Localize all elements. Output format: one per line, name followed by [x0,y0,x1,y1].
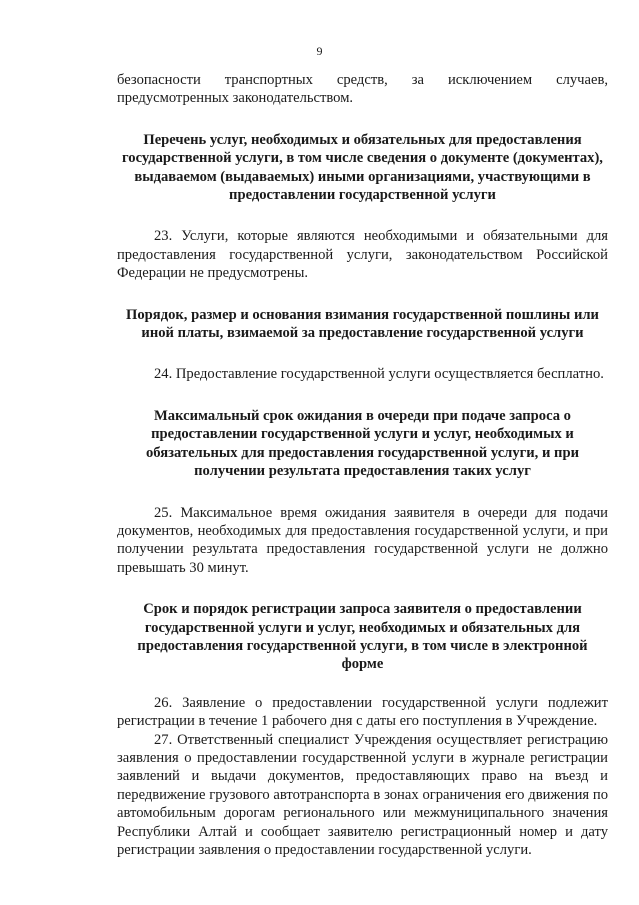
paragraph-continuation: безопасности транспортных средств, за исключением случаев, предусмотренных законодательством. [117,72,608,107]
paragraph-23: 23. Услуги, которые являются необходимыми и обязательными для предоставления государственной услуги, законодательством Российской Федерации не предусмотрены. [117,228,608,282]
section-heading-related-services: Перечень услуг, необходимых и обязательных для предоставления государственной услуги, в том числе сведения о документе (документах), выдаваемом (выдаваемых) иными организациями, участвующими в предоставлении государственной услуги [122,131,603,204]
paragraph-26: 26. Заявление о предоставлении государственной услуги подлежит регистрации в течение 1 рабочего дня с даты его поступления в Учреждение. [117,694,608,730]
paragraph-25: 25. Максимальное время ожидания заявителя в очереди для подачи документов, необходимых для предоставления государственной услуги, и при получении результата предоставления государственной услуги не должно превышать 30 минут. [117,504,608,576]
section-heading-registration: Срок и порядок регистрации запроса заявителя о предоставлении государственной услуги и услуг, необходимых и обязательных для предоставления государственной услуги, в том числе в электронной форме [137,601,588,673]
section-heading-queue-time: Максимальный срок ожидания в очереди при подаче запроса о предоставлении государственной услуги и услуг, необходимых и обязательных для предоставления государственной услуги, и при получении результата предоставления таких услуг [146,407,579,480]
document-body [117,71,608,859]
page-number: 9 [316,44,323,58]
paragraph-27: 27. Ответственный специалист Учреждения осуществляет регистрацию заявления о предоставлении государственной услуги в журнале регистрации заявлений и выдачи документов, предоставляющих право на въезд и передвижение грузового автотранспорта в зонах ограничения его движения по автомобильным дорогам регионального или межмуниципального значения Республики Алтай и сообщает заявителю регистрационный номер и дату регистрации заявления о предоставлении государственной услуги. [117,731,608,858]
paragraph-24: 24. Предоставление государственной услуги осуществляется бесплатно. [154,366,604,383]
section-heading-fees: Порядок, размер и основания взимания государственной пошлины или иной платы, взимаемой за предоставление государственной услуги [126,306,599,342]
